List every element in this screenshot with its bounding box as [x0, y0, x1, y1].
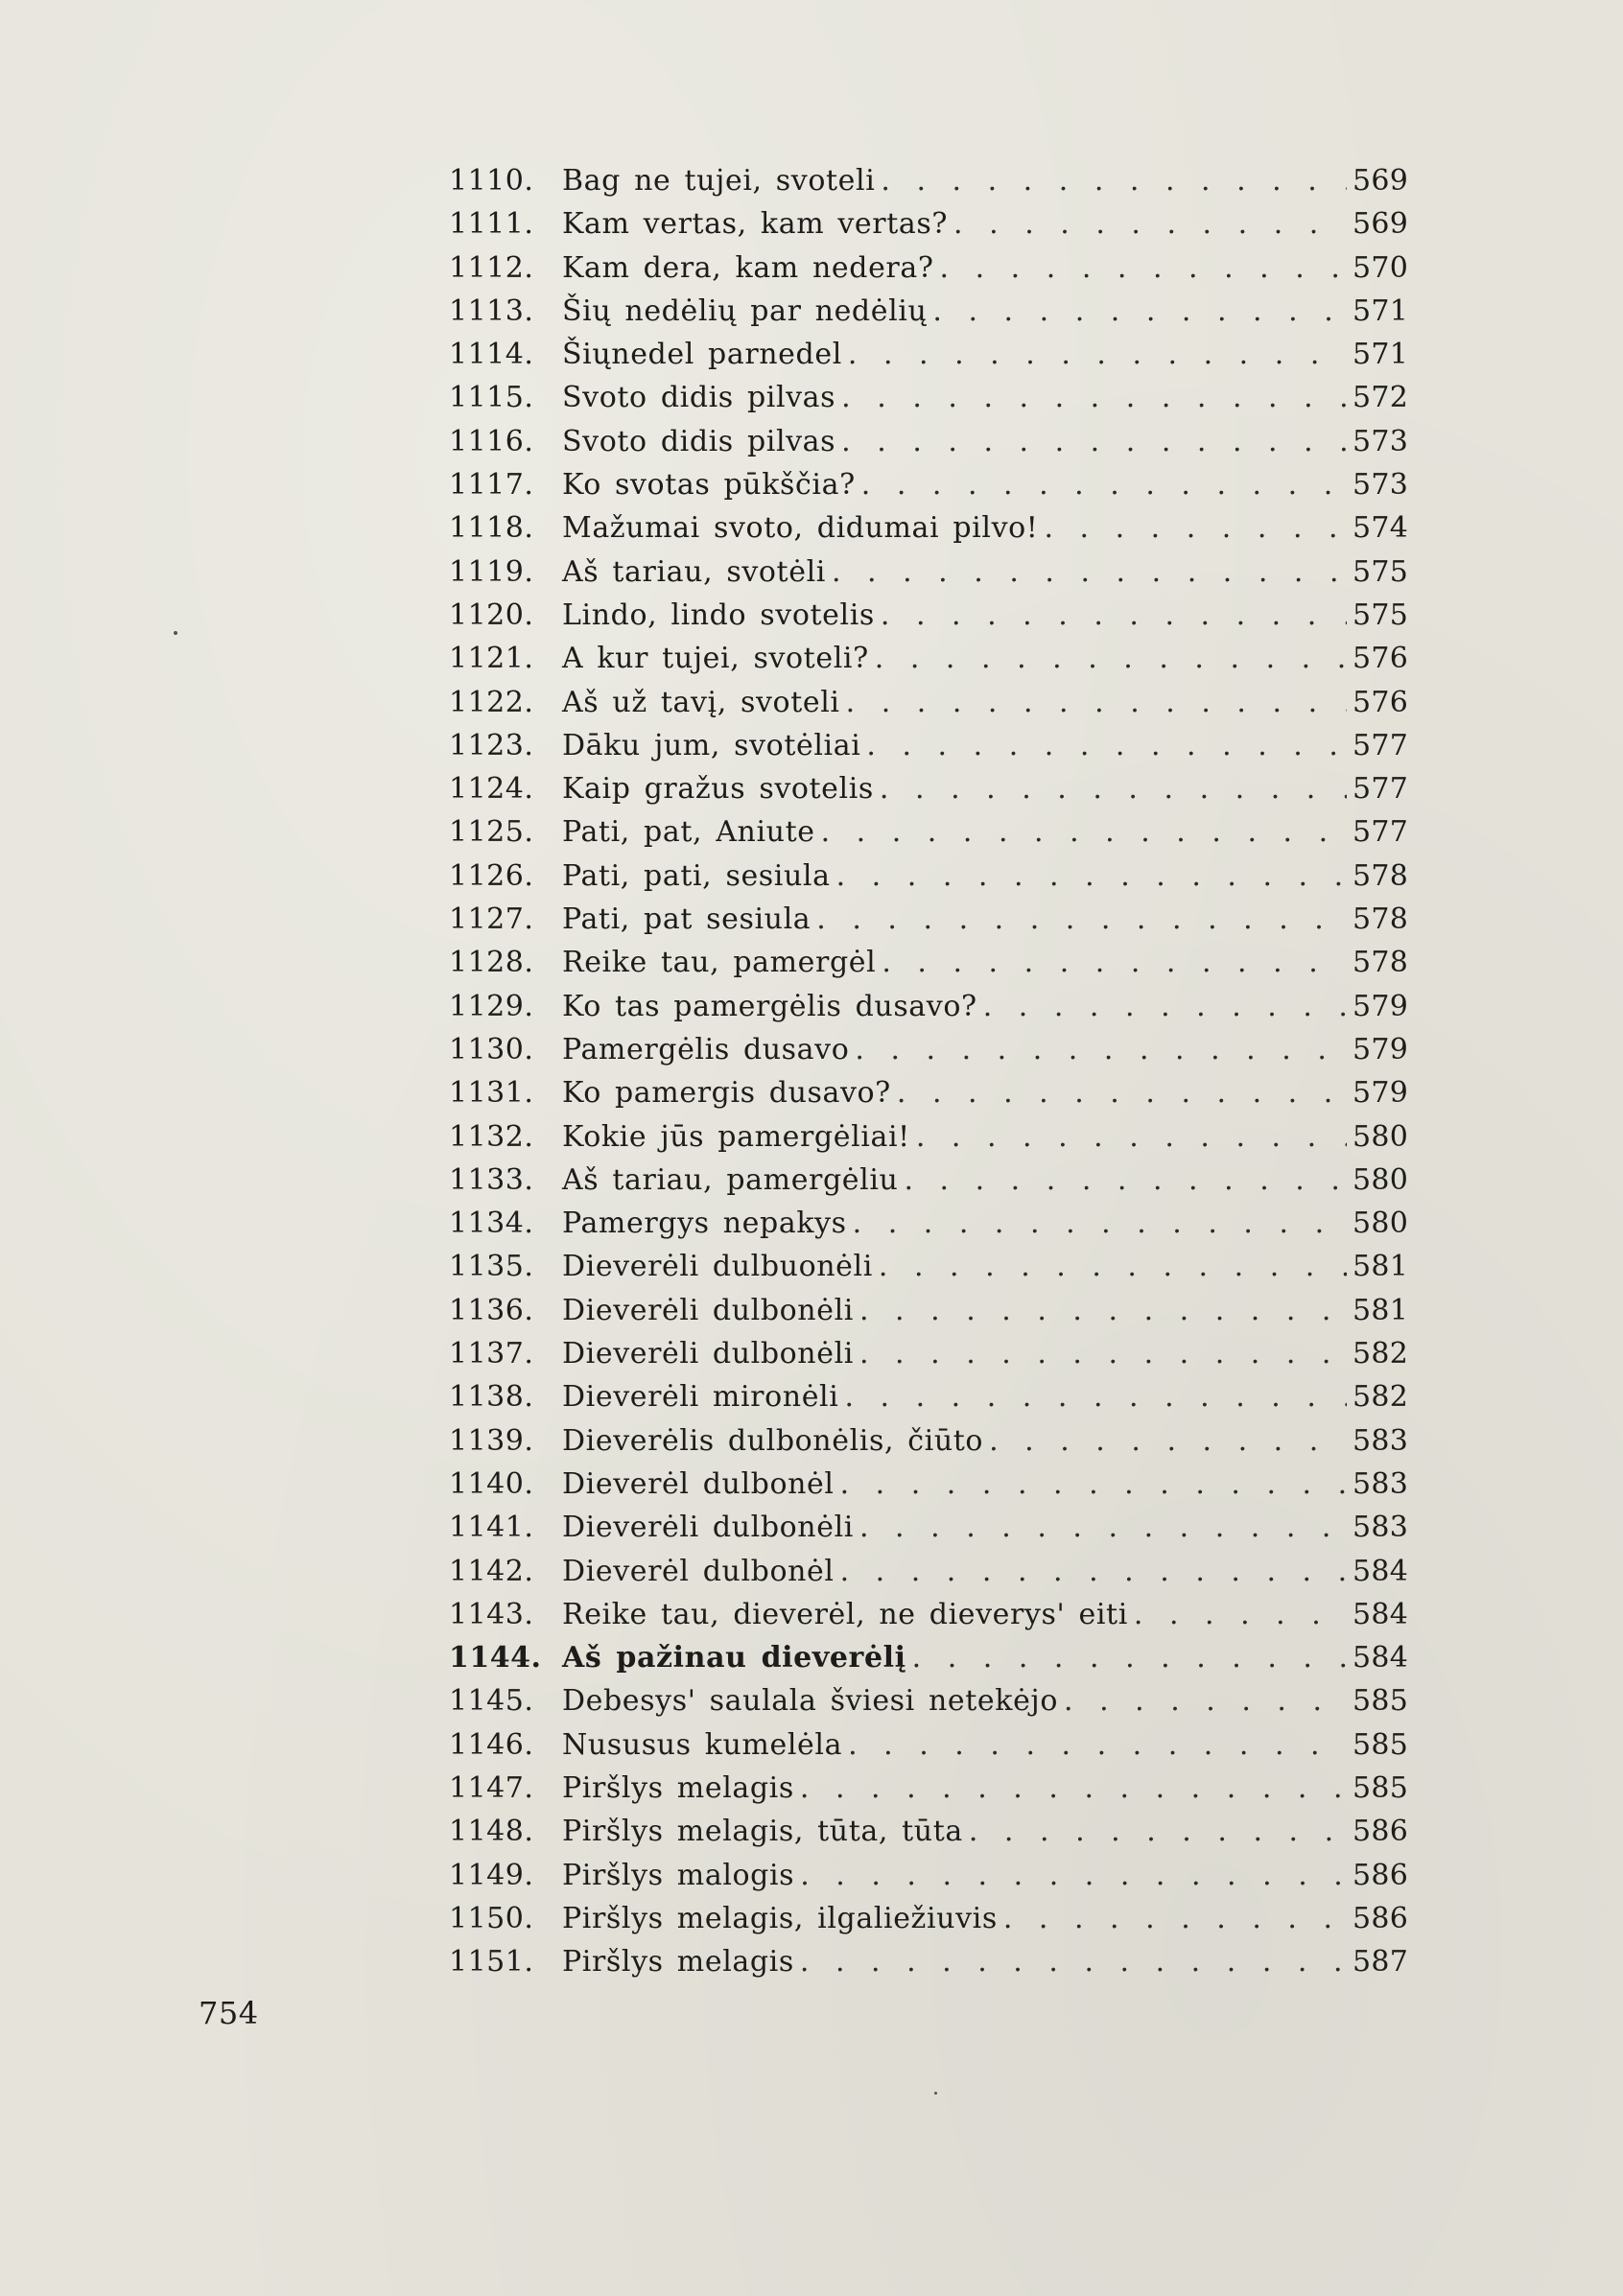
entry-page-number: 586	[1352, 1901, 1409, 1935]
dot-leader	[880, 767, 1347, 810]
toc-entry	[449, 898, 1408, 941]
entry-page-number: 579	[1352, 1076, 1409, 1111]
entry-number: 1115.	[449, 381, 534, 415]
entry-page-number: 570	[1352, 250, 1409, 285]
entry-number: 1148.	[449, 1815, 534, 1849]
toc-entry	[449, 1419, 1408, 1463]
entry-number: 1131.	[449, 1076, 534, 1111]
dot-leader	[840, 1463, 1347, 1506]
entry-title: Nususus kumelėla	[562, 1727, 843, 1762]
dot-leader	[841, 420, 1347, 463]
entry-title: Piršlys melagis, ilgaliežiuvis	[562, 1901, 998, 1935]
entry-page-number: 581	[1352, 1293, 1409, 1327]
entry-title: Piršlys malogis	[562, 1858, 795, 1892]
dot-leader	[832, 551, 1347, 594]
entry-title: Dieverėli dulbonėli	[562, 1293, 854, 1327]
page-number: 754	[199, 1995, 259, 2031]
entry-number: 1125.	[449, 815, 534, 850]
entry-number: 1142.	[449, 1554, 534, 1588]
entry-page-number: 580	[1352, 1162, 1409, 1197]
entry-page-number: 582	[1352, 1337, 1409, 1371]
entry-number: 1149.	[449, 1858, 534, 1892]
entry-number: 1136.	[449, 1293, 534, 1327]
toc-entry	[449, 246, 1408, 290]
toc-entry	[449, 420, 1408, 463]
entry-page-number: 586	[1352, 1815, 1409, 1849]
entry-page-number: 571	[1352, 293, 1409, 328]
dot-leader	[841, 376, 1347, 419]
entry-page-number: 576	[1352, 642, 1409, 676]
dot-leader	[846, 681, 1347, 724]
entry-title: Pamergys nepakys	[562, 1207, 847, 1241]
toc-entry	[449, 1115, 1408, 1159]
entry-page-number: 585	[1352, 1770, 1409, 1805]
entry-title: Lindo, lindo svotelis	[562, 597, 875, 632]
entry-page-number: 583	[1352, 1511, 1409, 1545]
toc-entry	[449, 681, 1408, 724]
dot-leader	[953, 202, 1347, 246]
dot-leader	[848, 1723, 1347, 1767]
entry-number: 1124.	[449, 772, 534, 807]
dot-leader	[940, 246, 1347, 290]
dot-leader	[881, 159, 1347, 202]
entry-number: 1132.	[449, 1119, 534, 1154]
dot-leader	[879, 1245, 1347, 1288]
entry-title: Pati, pat sesiula	[562, 902, 812, 937]
entry-page-number: 573	[1352, 468, 1409, 503]
toc-entry	[449, 724, 1408, 767]
dot-leader	[853, 1202, 1347, 1245]
entry-number: 1114.	[449, 338, 534, 372]
dot-leader	[821, 810, 1347, 854]
entry-page-number: 575	[1352, 597, 1409, 632]
toc-entry	[449, 1463, 1408, 1506]
entry-number: 1128.	[449, 946, 534, 980]
entry-title: Bag ne tujei, svoteli	[562, 164, 876, 198]
entry-page-number: 569	[1352, 207, 1409, 242]
entry-title: Piršlys melagis	[562, 1945, 794, 1980]
entry-number: 1119.	[449, 554, 534, 589]
entry-title: Aš pažinau dieverėlį	[562, 1641, 906, 1675]
toc-entry	[449, 1159, 1408, 1202]
toc-entry	[449, 1723, 1408, 1767]
toc-entry	[449, 855, 1408, 898]
entry-number: 1133.	[449, 1162, 534, 1197]
toc-entry	[449, 1028, 1408, 1071]
entry-number: 1135.	[449, 1250, 534, 1284]
toc-entry	[449, 985, 1408, 1028]
entry-number: 1144.	[449, 1641, 542, 1675]
entry-title: A kur tujei, svoteli?	[562, 642, 869, 676]
entry-number: 1145.	[449, 1684, 534, 1719]
toc-entry	[449, 1332, 1408, 1375]
paper-speck	[934, 2092, 937, 2095]
toc-entry	[449, 202, 1408, 246]
entry-page-number: 575	[1352, 554, 1409, 589]
entry-page-number: 584	[1352, 1597, 1409, 1631]
toc-entry	[449, 767, 1408, 810]
toc-entry	[449, 1810, 1408, 1853]
entry-page-number: 580	[1352, 1207, 1409, 1241]
entry-page-number: 580	[1352, 1119, 1409, 1154]
entry-title: Mažumai svoto, didumai pilvo!	[562, 511, 1039, 546]
entry-title: Ko svotas pūkščia?	[562, 468, 856, 503]
entry-number: 1123.	[449, 728, 534, 762]
entry-number: 1130.	[449, 1032, 534, 1066]
toc-entry	[449, 1245, 1408, 1288]
dot-leader	[932, 290, 1347, 333]
dot-leader	[881, 594, 1347, 637]
dot-leader	[866, 724, 1347, 767]
entry-title: Dieverėli dulbonėli	[562, 1337, 854, 1371]
entry-title: Pamergėlis dusavo	[562, 1032, 850, 1066]
toc-entry	[449, 1550, 1408, 1593]
dot-leader	[800, 1854, 1347, 1897]
dot-leader	[875, 637, 1347, 680]
dot-leader	[1064, 1679, 1347, 1722]
dot-leader	[916, 1115, 1347, 1159]
toc-entry	[449, 290, 1408, 333]
dot-leader	[1003, 1897, 1347, 1940]
entry-title: Dieverėl dulbonėl	[562, 1554, 835, 1588]
toc-entry	[449, 1854, 1408, 1897]
entry-page-number: 581	[1352, 1250, 1409, 1284]
toc-entry	[449, 463, 1408, 506]
entry-page-number: 574	[1352, 511, 1409, 546]
toc-entry	[449, 1636, 1408, 1679]
dot-leader	[800, 1940, 1347, 1983]
table-of-contents	[449, 159, 1408, 1983]
toc-entry	[449, 159, 1408, 202]
dot-leader	[989, 1419, 1347, 1463]
dot-leader	[836, 855, 1347, 898]
entry-page-number: 587	[1352, 1945, 1409, 1980]
entry-page-number: 577	[1352, 772, 1409, 807]
entry-number: 1137.	[449, 1337, 534, 1371]
dot-leader	[859, 1332, 1347, 1375]
dot-leader	[840, 1550, 1347, 1593]
entry-number: 1126.	[449, 858, 534, 893]
entry-number: 1120.	[449, 597, 534, 632]
entry-number: 1127.	[449, 902, 534, 937]
dot-leader	[882, 941, 1347, 984]
entry-number: 1141.	[449, 1511, 534, 1545]
toc-entry	[449, 1071, 1408, 1114]
toc-entry	[449, 941, 1408, 984]
dot-leader	[897, 1071, 1347, 1114]
entry-title: Dieverėl dulbonėl	[562, 1466, 835, 1501]
entry-title: Reike tau, dieverėl, ne dieverys' eiti	[562, 1597, 1128, 1631]
entry-page-number: 579	[1352, 989, 1409, 1023]
entry-page-number: 569	[1352, 164, 1409, 198]
entry-number: 1151.	[449, 1945, 534, 1980]
entry-page-number: 584	[1352, 1641, 1409, 1675]
entry-page-number: 571	[1352, 338, 1409, 372]
dot-leader	[859, 1506, 1347, 1549]
entry-title: Dieverėli dulbuonėli	[562, 1250, 873, 1284]
entry-page-number: 585	[1352, 1684, 1409, 1719]
dot-leader	[983, 985, 1347, 1028]
entry-title: Svoto didis pilvas	[562, 424, 836, 458]
dot-leader	[1134, 1593, 1347, 1636]
entry-title: Reike tau, pamergėl	[562, 946, 877, 980]
entry-page-number: 585	[1352, 1727, 1409, 1762]
toc-entry	[449, 637, 1408, 680]
dot-leader	[1044, 506, 1347, 550]
entry-number: 1129.	[449, 989, 534, 1023]
entry-page-number: 578	[1352, 858, 1409, 893]
dot-leader	[904, 1159, 1347, 1202]
entry-title: Dieverėli dulbonėli	[562, 1511, 854, 1545]
entry-title: Ko tas pamergėlis dusavo?	[562, 989, 977, 1023]
entry-number: 1147.	[449, 1770, 534, 1805]
entry-number: 1110.	[449, 164, 534, 198]
entry-number: 1150.	[449, 1901, 534, 1935]
entry-title: Pati, pati, sesiula	[562, 858, 831, 893]
toc-entry	[449, 594, 1408, 637]
entry-title: Debesys' saulala šviesi netekėjo	[562, 1684, 1058, 1719]
entry-title: Šiųnedel parnedel	[562, 338, 842, 372]
dot-leader	[800, 1767, 1347, 1810]
entry-number: 1117.	[449, 468, 534, 503]
toc-entry	[449, 1506, 1408, 1549]
entry-title: Aš už tavį, svoteli	[562, 685, 840, 719]
entry-number: 1116.	[449, 424, 534, 458]
entry-title: Piršlys melagis	[562, 1770, 794, 1805]
entry-title: Aš tariau, svotėli	[562, 554, 826, 589]
toc-entry	[449, 810, 1408, 854]
dot-leader	[855, 1028, 1347, 1071]
entry-title: Kaip gražus svotelis	[562, 772, 874, 807]
entry-page-number: 573	[1352, 424, 1409, 458]
paper-speck	[174, 631, 177, 635]
entry-number: 1118.	[449, 511, 534, 546]
entry-page-number: 583	[1352, 1423, 1409, 1458]
dot-leader	[859, 1289, 1347, 1332]
entry-title: Kam vertas, kam vertas?	[562, 207, 949, 242]
entry-page-number: 577	[1352, 728, 1409, 762]
entry-page-number: 582	[1352, 1380, 1409, 1415]
entry-number: 1112.	[449, 250, 534, 285]
entry-page-number: 577	[1352, 815, 1409, 850]
dot-leader	[848, 333, 1347, 376]
entry-title: Dieverėli mironėli	[562, 1380, 839, 1415]
toc-entry	[449, 1767, 1408, 1810]
entry-number: 1140.	[449, 1466, 534, 1501]
entry-page-number: 578	[1352, 902, 1409, 937]
entry-page-number: 576	[1352, 685, 1409, 719]
entry-page-number: 583	[1352, 1466, 1409, 1501]
entry-page-number: 578	[1352, 946, 1409, 980]
entry-title: Ko pamergis dusavo?	[562, 1076, 891, 1111]
toc-entry	[449, 333, 1408, 376]
dot-leader	[816, 898, 1347, 941]
entry-title: Aš tariau, pamergėliu	[562, 1162, 899, 1197]
toc-entry	[449, 1593, 1408, 1636]
entry-page-number: 572	[1352, 381, 1409, 415]
entry-number: 1134.	[449, 1207, 534, 1241]
toc-entry	[449, 1289, 1408, 1332]
entry-number: 1121.	[449, 642, 534, 676]
entry-number: 1139.	[449, 1423, 534, 1458]
entry-title: Dāku jum, svotėliai	[562, 728, 861, 762]
toc-entry	[449, 1940, 1408, 1983]
entry-title: Piršlys melagis, tūta, tūta	[562, 1815, 963, 1849]
entry-number: 1113.	[449, 293, 534, 328]
toc-entry	[449, 376, 1408, 419]
entry-number: 1143.	[449, 1597, 534, 1631]
entry-title: Pati, pat, Aniute	[562, 815, 815, 850]
entry-title: Kam dera, kam nedera?	[562, 250, 934, 285]
entry-title: Šių nedėlių par nedėlių	[562, 293, 928, 328]
dot-leader	[844, 1375, 1347, 1418]
toc-entry	[449, 551, 1408, 594]
entry-page-number: 579	[1352, 1032, 1409, 1066]
toc-entry	[449, 506, 1408, 550]
dot-leader	[861, 463, 1347, 506]
entry-number: 1122.	[449, 685, 534, 719]
entry-number: 1111.	[449, 207, 534, 242]
entry-title: Svoto didis pilvas	[562, 381, 836, 415]
entry-title: Dieverėlis dulbonėlis, čiūto	[562, 1423, 984, 1458]
entry-number: 1146.	[449, 1727, 534, 1762]
dot-leader	[912, 1636, 1347, 1679]
entry-page-number: 584	[1352, 1554, 1409, 1588]
entry-page-number: 586	[1352, 1858, 1409, 1892]
toc-entry	[449, 1375, 1408, 1418]
dot-leader	[969, 1810, 1347, 1853]
entry-title: Kokie jūs pamergėliai!	[562, 1119, 910, 1154]
toc-entry	[449, 1679, 1408, 1722]
toc-entry	[449, 1897, 1408, 1940]
entry-number: 1138.	[449, 1380, 534, 1415]
toc-entry	[449, 1202, 1408, 1245]
